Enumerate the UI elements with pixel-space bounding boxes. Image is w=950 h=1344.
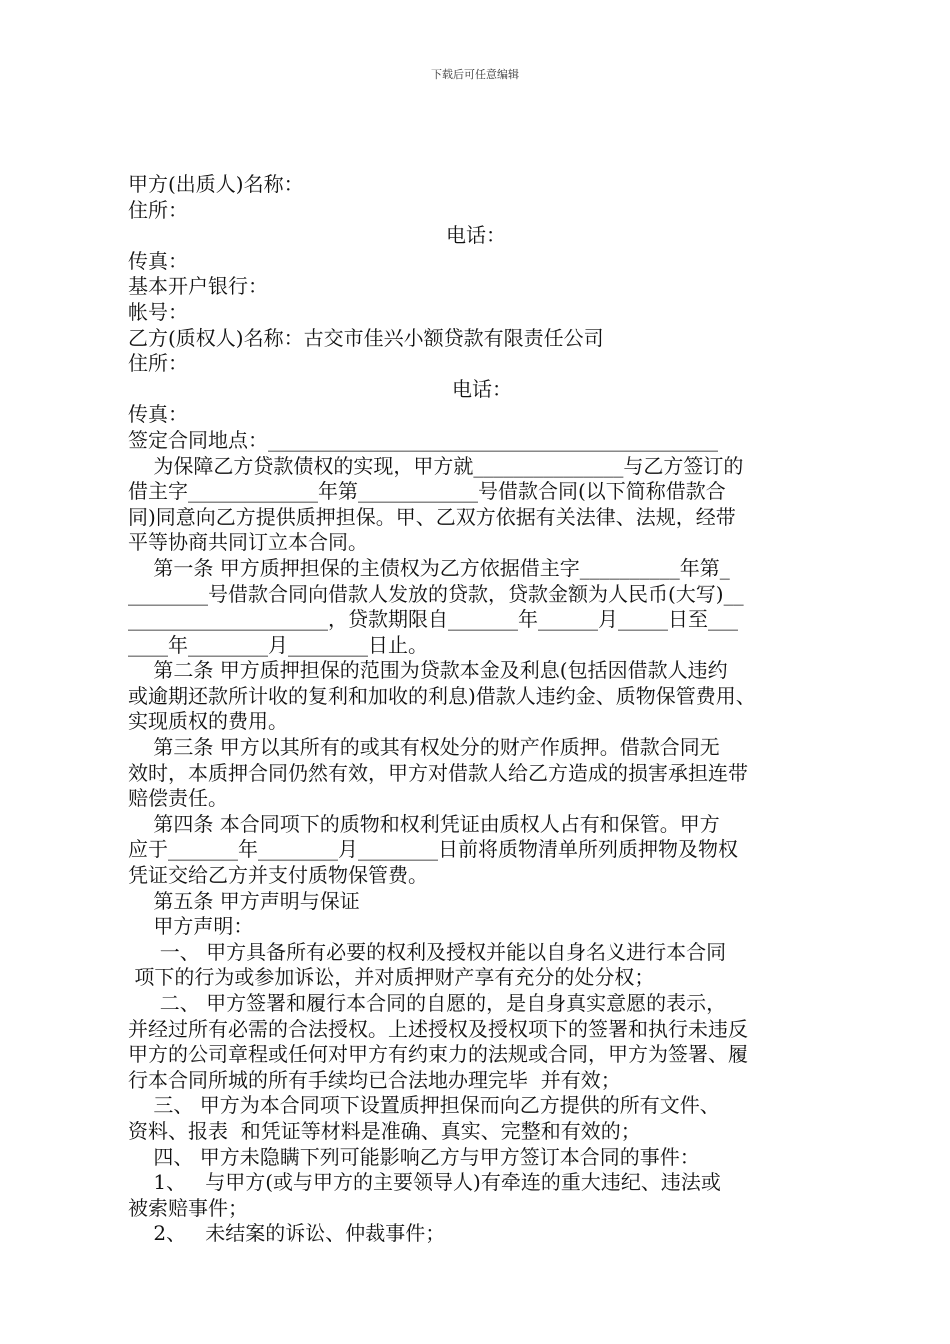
body-line: 效时，本质押合同仍然有效，甲方对借款人给乙方造成的损害承担连带 bbox=[128, 760, 748, 785]
body-line: 并经过所有必需的合法授权。上述授权及授权项下的签署和执行未违反 bbox=[128, 1016, 748, 1041]
body-line: ________号借款合同向借款人发放的贷款，贷款金额为人民币(大写)__ bbox=[128, 581, 744, 606]
body-line: 甲方的公司章程或任何对甲方有约束力的法规或合同，甲方为签署、履 bbox=[128, 1042, 748, 1067]
party-b-fax-label: 传真： bbox=[128, 402, 188, 427]
body-line: 平等协商共同订立本合同。 bbox=[128, 530, 368, 555]
party-b-phone-label: 电话： bbox=[452, 376, 512, 401]
body-line: 应于_______年________月________日前将质物清单所列质押物及物权 bbox=[128, 837, 738, 862]
body-line: 第一条 甲方质押担保的主债权为乙方依据借主字__________年第_ bbox=[128, 555, 730, 580]
body-line: 或逾期还款所计收的复利和加收的利息)借款人违约金、质物保管费用、 bbox=[128, 683, 756, 708]
body-line: 甲方声明： bbox=[128, 914, 254, 939]
party-a-rep-row bbox=[128, 223, 828, 249]
party-a-phone-label: 电话： bbox=[446, 223, 506, 248]
body-line: 第五条 甲方声明与保证 bbox=[128, 888, 360, 913]
party-b-rep-row bbox=[128, 377, 828, 403]
page-header: 下载后可任意编辑 bbox=[431, 68, 519, 81]
body-line: 凭证交给乙方并支付质物保管费。 bbox=[128, 863, 428, 888]
body-line: 第四条 本合同项下的质物和权利凭证由质权人占有和保管。甲方 bbox=[128, 811, 720, 836]
body-line: 实现质权的费用。 bbox=[128, 709, 288, 734]
party-a-account-label: 帐号： bbox=[128, 299, 188, 324]
body-line: 资料、报表 和凭证等材料是准确、真实、完整和有效的； bbox=[128, 1118, 641, 1143]
body-line: 行本合同所城的所有手续均已合法地办理完毕 并有效； bbox=[128, 1067, 621, 1092]
party-a-address-label: 住所： bbox=[128, 197, 188, 222]
party-a-name-label: 甲方(出质人)名称： bbox=[128, 172, 304, 196]
body-line: 被索赔事件； bbox=[128, 1195, 248, 1220]
body-line: 同)同意向乙方提供质押担保。甲、乙双方依据有关法律、法规，经带 bbox=[128, 504, 736, 529]
body-line: 借主字_____________年第____________号借款合同(以下简称借款合 bbox=[128, 479, 726, 504]
body-line: 2、 未结案的诉讼、仲裁事件； bbox=[128, 1221, 446, 1246]
signing-place-label: 签定合同地点：_____________________________________________ bbox=[128, 427, 718, 452]
body-line: 一、 甲方具备所有必要的权利及授权并能以自身名义进行本合同 bbox=[128, 939, 727, 964]
body-line: 四、 甲方未隐瞒下列可能影响乙方与甲方签订本合同的事件： bbox=[128, 1144, 700, 1169]
party-b-name-label: 乙方(质权人)名称：古交市佳兴小额贷款有限责任公司 bbox=[128, 325, 604, 350]
party-a-bank-label: 基本开户银行： bbox=[128, 274, 268, 299]
body-line: 1、 与甲方(或与甲方的主要领导人)有牵连的重大违纪、违法或 bbox=[128, 1170, 721, 1195]
contract-body bbox=[128, 172, 828, 1247]
body-line: 第三条 甲方以其所有的或其有权处分的财产作质押。借款合同无 bbox=[128, 735, 720, 760]
party-b-address-label: 住所： bbox=[128, 351, 188, 376]
party-a-fax-label: 传真： bbox=[128, 248, 188, 273]
body-line: 三、 甲方为本合同项下设置质押担保而向乙方提供的所有文件、 bbox=[128, 1093, 720, 1118]
body-line: 二、 甲方签署和履行本合同的自愿的，是自身真实意愿的表示， bbox=[128, 991, 727, 1015]
body-line: 第二条 甲方质押担保的范围为贷款本金及利息(包括因借款人违约 bbox=[128, 658, 728, 683]
body-line: ____________________，贷款期限自_______年______月_____日至___ bbox=[128, 607, 738, 632]
body-line: ____年________月________日止。 bbox=[128, 632, 428, 657]
body-line: 项下的行为或参加诉讼，并对质押财产享有充分的处分权； bbox=[128, 965, 655, 990]
body-line: 为保障乙方贷款债权的实现，甲方就_______________与乙方签订的 bbox=[128, 453, 744, 478]
body-line: 赔偿责任。 bbox=[128, 786, 228, 811]
